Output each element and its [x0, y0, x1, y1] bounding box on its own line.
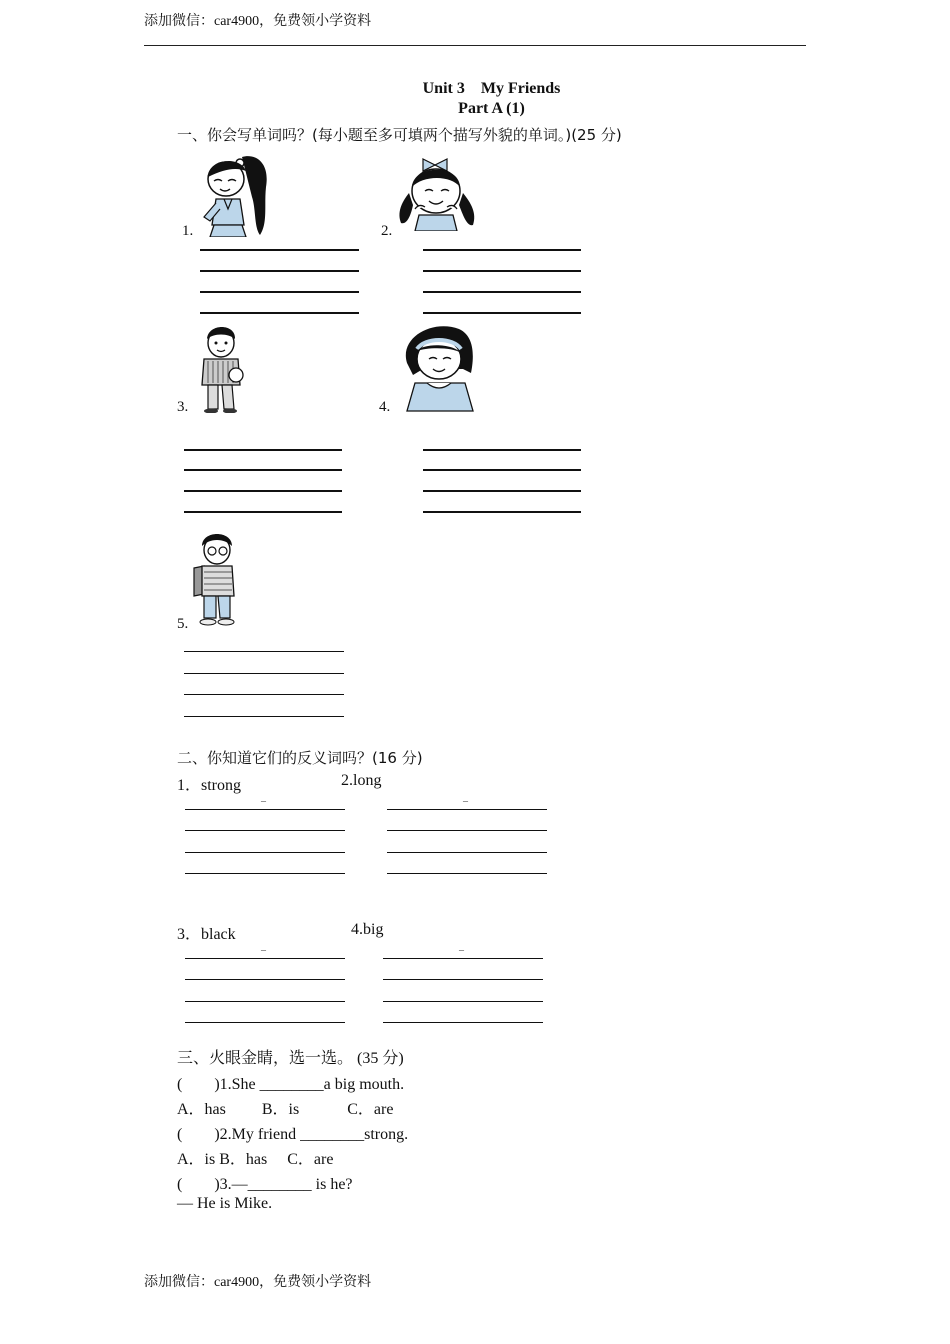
- answer-line[interactable]: [184, 716, 344, 717]
- item4-number: 4.: [379, 399, 391, 415]
- answer-line[interactable]: [383, 1022, 543, 1023]
- answer-line[interactable]: [423, 469, 581, 471]
- answer-line[interactable]: [184, 673, 344, 674]
- dash-mark: –: [459, 945, 464, 956]
- dash-mark: –: [261, 945, 266, 956]
- answer-line[interactable]: [185, 979, 345, 980]
- question-2-options: A．is B．has C．are: [177, 1151, 334, 1168]
- answer-line[interactable]: [423, 312, 581, 314]
- answer-line[interactable]: [185, 873, 345, 874]
- boy-glasses-illustration: [190, 530, 242, 630]
- girl-pigtails-illustration: [393, 153, 481, 231]
- answer-line[interactable]: [185, 1022, 345, 1023]
- answer-line[interactable]: [184, 490, 342, 492]
- answer-line[interactable]: [185, 852, 345, 853]
- boy-with-ball-illustration: [196, 323, 246, 413]
- question-1-options: A．has B．is C．are: [177, 1101, 394, 1118]
- item5-number: 5.: [177, 616, 189, 632]
- answer-line[interactable]: [423, 270, 581, 272]
- answer-line[interactable]: [423, 511, 581, 513]
- answer-line[interactable]: [200, 312, 359, 314]
- header-note: 添加微信：car4900，免费领小学资料: [144, 14, 372, 29]
- answer-line[interactable]: [184, 651, 344, 652]
- answer-line[interactable]: [185, 830, 345, 831]
- item1-number: 1.: [182, 223, 194, 239]
- antonym-item-1: 1．strong: [177, 777, 242, 794]
- question-1: ( )1.She ________a big mouth.: [177, 1076, 405, 1093]
- answer-line[interactable]: [184, 511, 342, 513]
- answer-line[interactable]: [185, 1001, 345, 1002]
- section1-heading: 一、你会写单词吗？(每小题至多可填两个描写外貌的单词。)(25 分): [177, 126, 622, 144]
- question-3-answer: — He is Mike.: [177, 1195, 273, 1212]
- section3-heading: 三、火眼金睛，选一选。 (35 分): [177, 1050, 404, 1067]
- header-rule: [144, 45, 806, 46]
- girl-ponytail-illustration: [194, 153, 278, 237]
- answer-line[interactable]: [383, 979, 543, 980]
- answer-line[interactable]: [387, 830, 547, 831]
- answer-line[interactable]: [423, 291, 581, 293]
- answer-line[interactable]: [387, 809, 547, 810]
- question-3: ( )3.—________ is he?: [177, 1176, 353, 1193]
- dash-mark: –: [261, 796, 266, 807]
- unit-title: Unit 3 My Friends: [422, 80, 561, 97]
- answer-line[interactable]: [383, 1001, 543, 1002]
- item2-number: 2.: [381, 223, 393, 239]
- answer-line[interactable]: [200, 291, 359, 293]
- answer-line[interactable]: [184, 449, 342, 451]
- section2-heading: 二、你知道它们的反义词吗？(16 分): [177, 749, 423, 767]
- antonym-item-2: 2.long: [341, 772, 382, 789]
- antonym-item-3: 3．black: [177, 926, 236, 943]
- girl-headband-illustration: [393, 323, 495, 413]
- answer-line[interactable]: [200, 270, 359, 272]
- answer-line[interactable]: [423, 249, 581, 251]
- part-title: Part A (1): [458, 100, 525, 117]
- answer-line[interactable]: [387, 873, 547, 874]
- antonym-item-4: 4.big: [351, 921, 384, 938]
- answer-line[interactable]: [184, 469, 342, 471]
- answer-line[interactable]: [387, 852, 547, 853]
- item3-number: 3.: [177, 399, 189, 415]
- question-2: ( )2.My friend ________strong.: [177, 1126, 409, 1143]
- answer-line[interactable]: [184, 694, 344, 695]
- answer-line[interactable]: [423, 449, 581, 451]
- answer-line[interactable]: [383, 958, 543, 959]
- dash-mark: –: [463, 796, 468, 807]
- answer-line[interactable]: [423, 490, 581, 492]
- answer-line[interactable]: [185, 809, 345, 810]
- footer-note: 添加微信：car4900，免费领小学资料: [144, 1275, 372, 1290]
- answer-line[interactable]: [185, 958, 345, 959]
- answer-line[interactable]: [200, 249, 359, 251]
